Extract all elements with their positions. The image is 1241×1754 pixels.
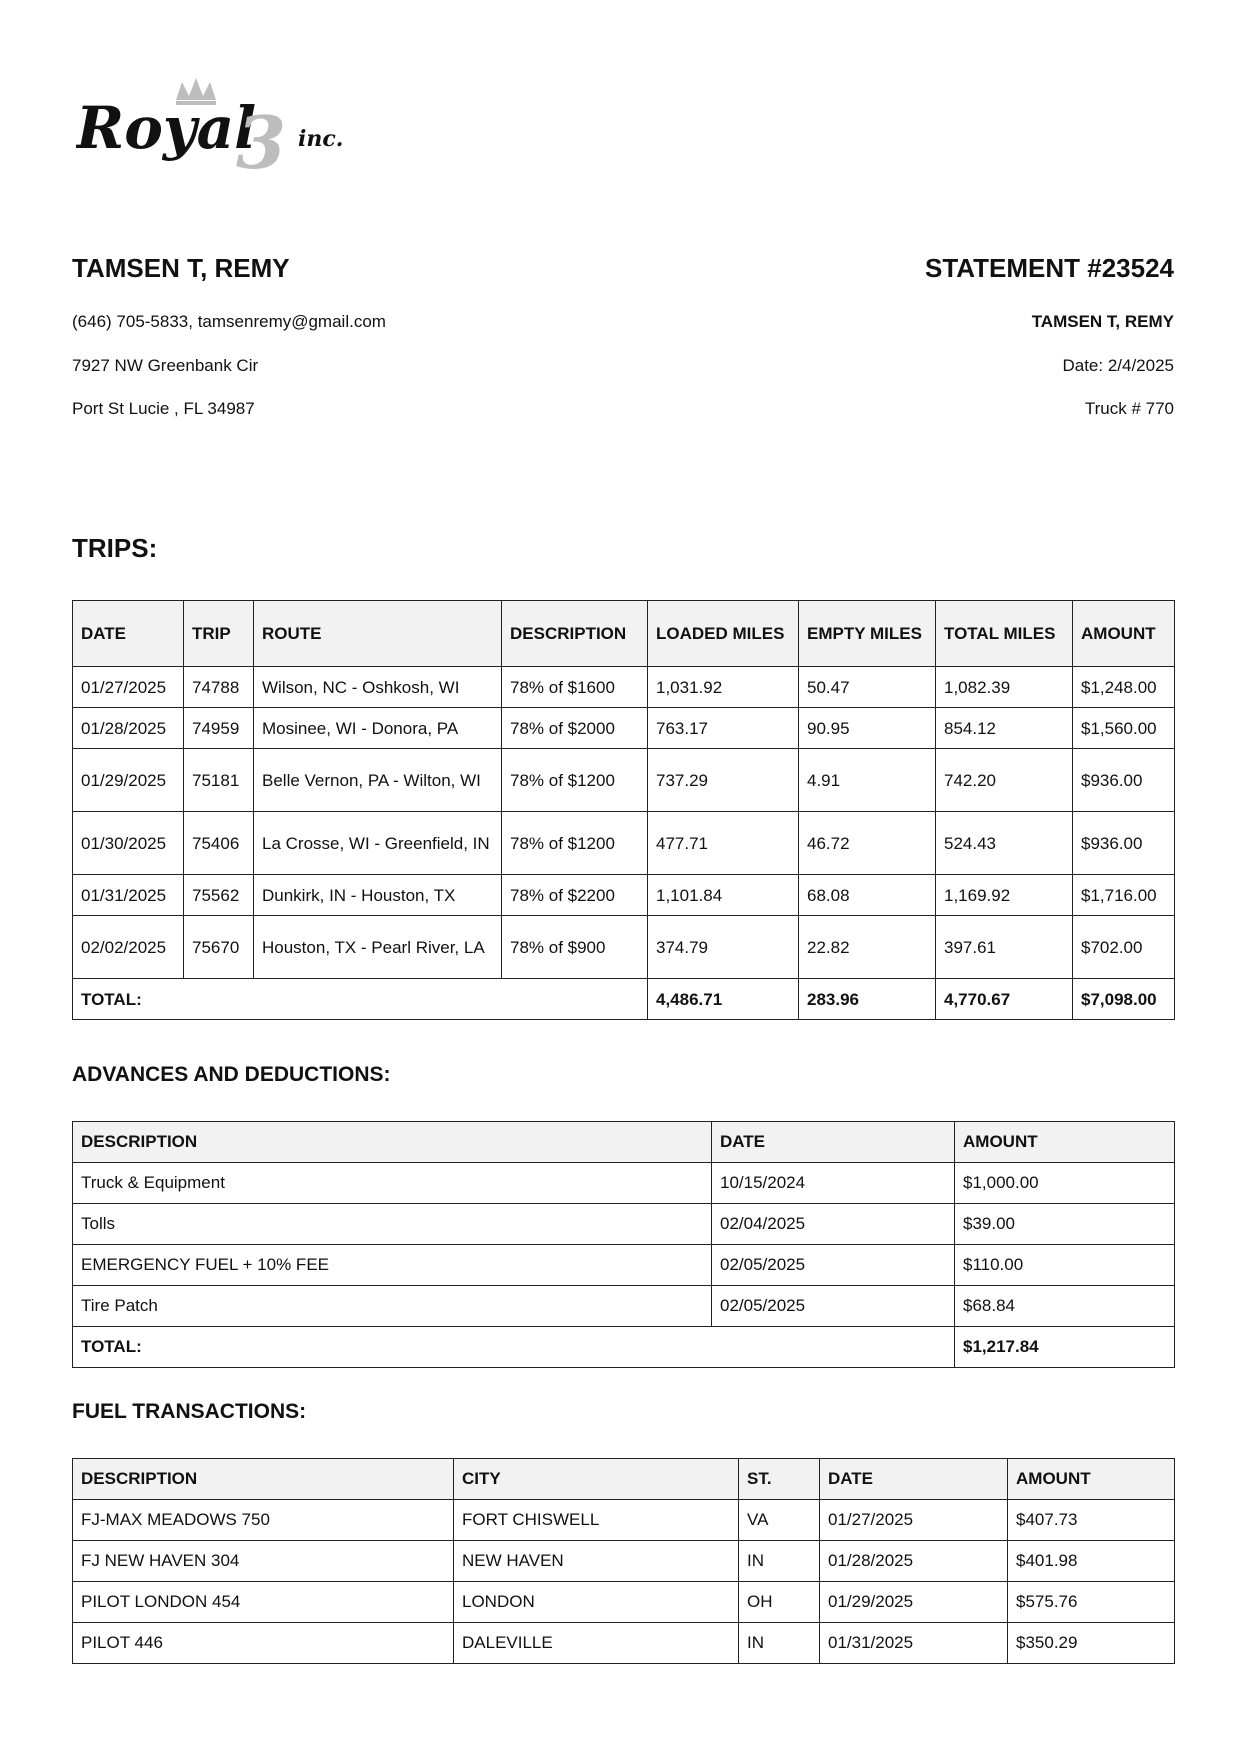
trips-title: TRIPS: [72, 533, 158, 563]
trips-table [72, 600, 1175, 1020]
cell: 78% of $1600 [502, 667, 648, 708]
table-row [73, 749, 1175, 812]
svg-text:Royal: Royal [76, 94, 257, 162]
col-header: DESCRIPTION [502, 601, 648, 667]
driver-contact: (646) 705-5833, tamsenremy@gmail.com [72, 312, 386, 331]
cell: 1,101.84 [648, 875, 799, 916]
table-row [73, 1204, 1175, 1245]
cell: 763.17 [648, 708, 799, 749]
table-row [73, 708, 1175, 749]
statement-title: STATEMENT #23524 [924, 253, 1174, 283]
cell: 01/27/2025 [820, 1500, 1008, 1541]
total-label: TOTAL: [73, 979, 648, 1020]
cell: $702.00 [1073, 916, 1175, 979]
fuel-header-row [73, 1459, 1175, 1500]
cell: 90.95 [799, 708, 936, 749]
cell: 78% of $900 [502, 916, 648, 979]
cell: Tolls [73, 1204, 712, 1245]
cell: PILOT LONDON 454 [73, 1582, 454, 1623]
cell: OH [739, 1582, 820, 1623]
cell: Mosinee, WI - Donora, PA [254, 708, 502, 749]
cell: Truck & Equipment [73, 1163, 712, 1204]
cell: NEW HAVEN [454, 1541, 739, 1582]
cell: $407.73 [1008, 1500, 1175, 1541]
trips-total-row [73, 979, 1175, 1020]
cell: 742.20 [936, 749, 1073, 812]
col-header: DESCRIPTION [73, 1122, 712, 1163]
cell: Tire Patch [73, 1286, 712, 1327]
cell: 1,082.39 [936, 667, 1073, 708]
cell: 397.61 [936, 916, 1073, 979]
col-header: ROUTE [254, 601, 502, 667]
cell: 78% of $2200 [502, 875, 648, 916]
cell: 75181 [184, 749, 254, 812]
cell: LONDON [454, 1582, 739, 1623]
table-row [73, 875, 1175, 916]
table-row [73, 1500, 1175, 1541]
cell: 50.47 [799, 667, 936, 708]
cell: 01/30/2025 [73, 812, 184, 875]
cell: FORT CHISWELL [454, 1500, 739, 1541]
cell: 02/02/2025 [73, 916, 184, 979]
total-amount: $7,098.00 [1073, 979, 1175, 1020]
total-label: TOTAL: [73, 1327, 955, 1368]
cell: 78% of $2000 [502, 708, 648, 749]
cell: $936.00 [1073, 812, 1175, 875]
cell: FJ-MAX MEADOWS 750 [73, 1500, 454, 1541]
col-header: TOTAL MILES [936, 601, 1073, 667]
cell: 374.79 [648, 916, 799, 979]
cell: PILOT 446 [73, 1623, 454, 1664]
col-header: DATE [712, 1122, 955, 1163]
col-header: ST. [739, 1459, 820, 1500]
col-header: AMOUNT [955, 1122, 1175, 1163]
cell: Wilson, NC - Oshkosh, WI [254, 667, 502, 708]
cell: IN [739, 1623, 820, 1664]
cell: EMERGENCY FUEL + 10% FEE [73, 1245, 712, 1286]
fuel-title: FUEL TRANSACTIONS: [72, 1400, 307, 1423]
cell: 1,031.92 [648, 667, 799, 708]
cell: $350.29 [1008, 1623, 1175, 1664]
cell: Belle Vernon, PA - Wilton, WI [254, 749, 502, 812]
cell: VA [739, 1500, 820, 1541]
table-row [73, 1582, 1175, 1623]
total-amount: $1,217.84 [955, 1327, 1175, 1368]
cell: $39.00 [955, 1204, 1175, 1245]
cell: 74788 [184, 667, 254, 708]
cell: 10/15/2024 [712, 1163, 955, 1204]
cell: $68.84 [955, 1286, 1175, 1327]
cell: 46.72 [799, 812, 936, 875]
cell: 524.43 [936, 812, 1073, 875]
total-empty-miles: 283.96 [799, 979, 936, 1020]
col-header: AMOUNT [1008, 1459, 1175, 1500]
svg-text:inc.: inc. [298, 126, 344, 152]
table-row [73, 1163, 1175, 1204]
col-header: CITY [454, 1459, 739, 1500]
cell: 75670 [184, 916, 254, 979]
col-header: DESCRIPTION [73, 1459, 454, 1500]
cell: IN [739, 1541, 820, 1582]
cell: $401.98 [1008, 1541, 1175, 1582]
trips-header-row [73, 601, 1175, 667]
cell: $1,716.00 [1073, 875, 1175, 916]
cell: 4.91 [799, 749, 936, 812]
cell: 01/28/2025 [820, 1541, 1008, 1582]
cell: Houston, TX - Pearl River, LA [254, 916, 502, 979]
statement-info [654, 250, 1174, 418]
col-header: LOADED MILES [648, 601, 799, 667]
col-header: AMOUNT [1073, 601, 1175, 667]
cell: $936.00 [1073, 749, 1175, 812]
cell: $110.00 [955, 1245, 1175, 1286]
cell: 01/31/2025 [73, 875, 184, 916]
col-header: TRIP [184, 601, 254, 667]
statement-date: Date: 2/4/2025 [1062, 356, 1174, 375]
cell: 737.29 [648, 749, 799, 812]
table-row [73, 916, 1175, 979]
cell: 02/05/2025 [712, 1245, 955, 1286]
table-row [73, 1245, 1175, 1286]
fuel-table [72, 1458, 1175, 1664]
cell: 02/04/2025 [712, 1204, 955, 1245]
cell: 01/31/2025 [820, 1623, 1008, 1664]
cell: Dunkirk, IN - Houston, TX [254, 875, 502, 916]
total-loaded-miles: 4,486.71 [648, 979, 799, 1020]
cell: 01/27/2025 [73, 667, 184, 708]
table-row [73, 812, 1175, 875]
table-row [73, 667, 1175, 708]
driver-address-line1: 7927 NW Greenbank Cir [72, 356, 259, 375]
col-header: EMPTY MILES [799, 601, 936, 667]
statement-page [72, 0, 1174, 1754]
cell: FJ NEW HAVEN 304 [73, 1541, 454, 1582]
cell: $1,560.00 [1073, 708, 1175, 749]
cell: 78% of $1200 [502, 812, 648, 875]
cell: 68.08 [799, 875, 936, 916]
driver-info [72, 250, 632, 418]
truck-number: Truck # 770 [1084, 399, 1174, 418]
statement-name: TAMSEN T, REMY [1031, 312, 1174, 331]
cell: $1,000.00 [955, 1163, 1175, 1204]
cell: 854.12 [936, 708, 1073, 749]
cell: $1,248.00 [1073, 667, 1175, 708]
cell: 75406 [184, 812, 254, 875]
col-header: DATE [820, 1459, 1008, 1500]
cell: 01/29/2025 [73, 749, 184, 812]
advances-header-row [73, 1122, 1175, 1163]
cell: La Crosse, WI - Greenfield, IN [254, 812, 502, 875]
driver-address-line2: Port St Lucie , FL 34987 [72, 399, 255, 418]
cell: 01/29/2025 [820, 1582, 1008, 1623]
table-row [73, 1286, 1175, 1327]
advances-title: ADVANCES AND DEDUCTIONS: [72, 1063, 391, 1086]
advances-total-row [73, 1327, 1175, 1368]
cell: 22.82 [799, 916, 936, 979]
cell: 01/28/2025 [73, 708, 184, 749]
col-header: DATE [73, 601, 184, 667]
cell: 1,169.92 [936, 875, 1073, 916]
cell: DALEVILLE [454, 1623, 739, 1664]
cell: 75562 [184, 875, 254, 916]
cell: 78% of $1200 [502, 749, 648, 812]
svg-text:3: 3 [236, 100, 287, 185]
cell: 477.71 [648, 812, 799, 875]
company-logo [76, 78, 376, 188]
total-miles: 4,770.67 [936, 979, 1073, 1020]
table-row [73, 1541, 1175, 1582]
cell: $575.76 [1008, 1582, 1175, 1623]
driver-name: TAMSEN T, REMY [72, 253, 290, 283]
cell: 02/05/2025 [712, 1286, 955, 1327]
advances-table [72, 1121, 1175, 1368]
table-row [73, 1623, 1175, 1664]
cell: 74959 [184, 708, 254, 749]
